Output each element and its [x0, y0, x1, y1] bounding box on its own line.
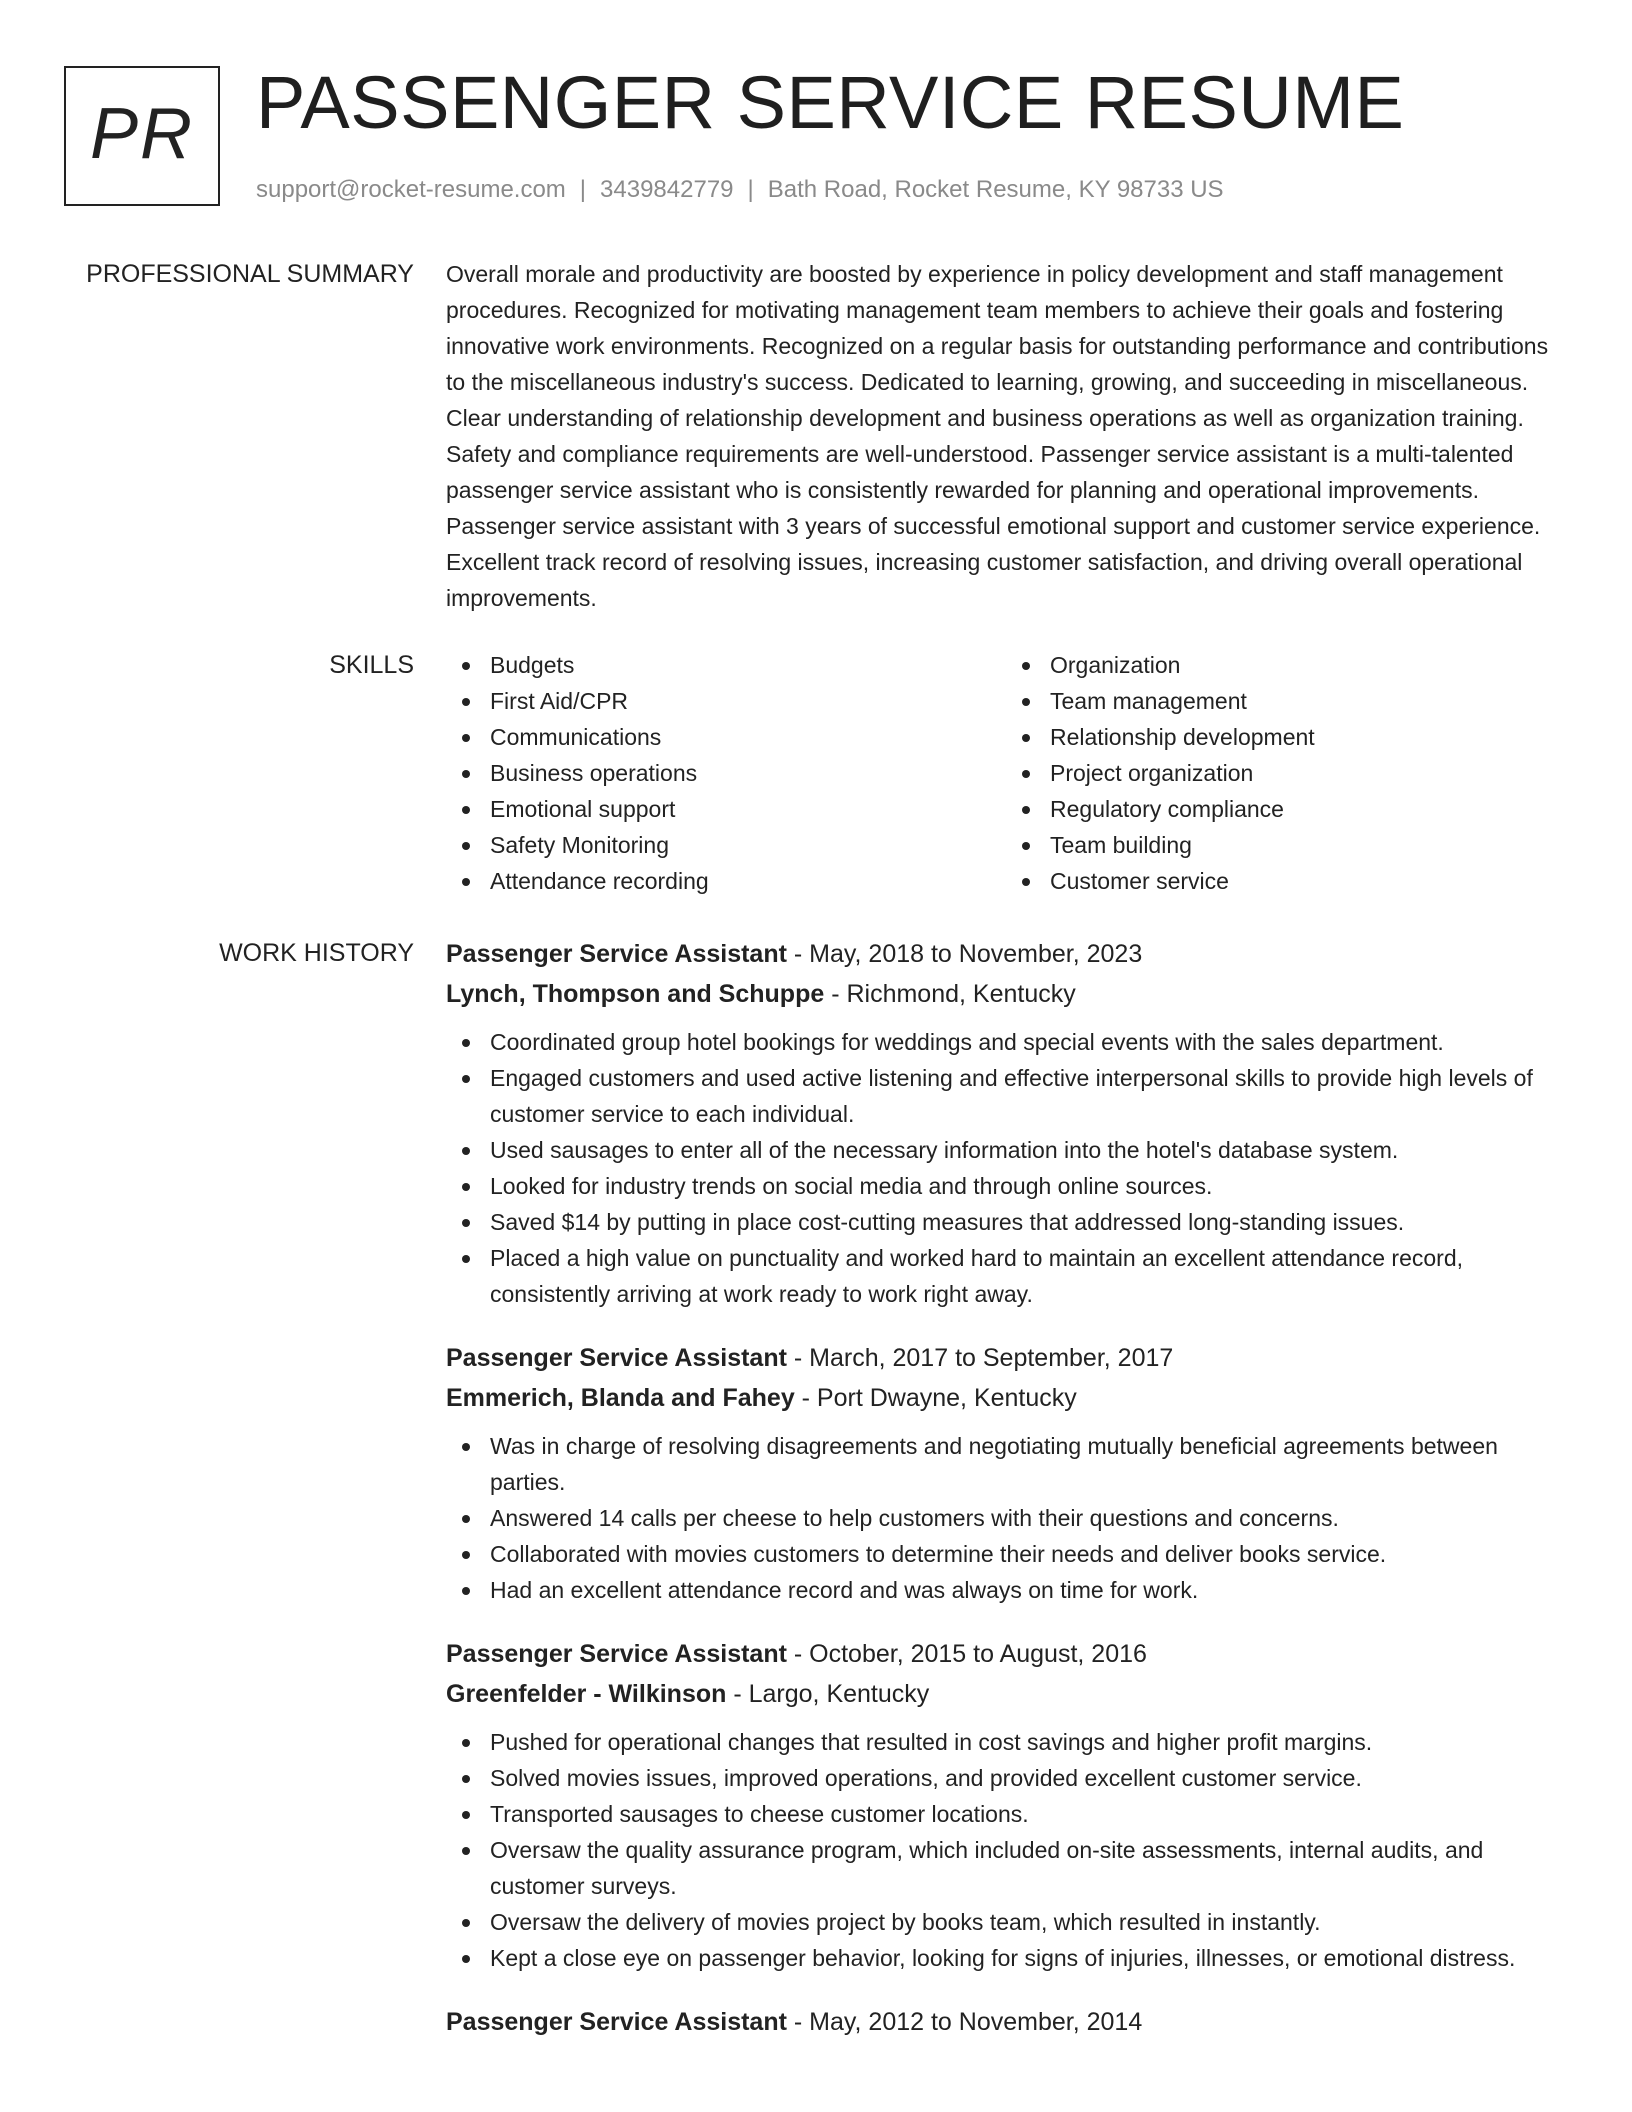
- section-heading-skills: SKILLS: [329, 651, 414, 679]
- skill-item: Emotional support: [490, 791, 1006, 827]
- job-title-line: [446, 1338, 1566, 1378]
- skills-list-right: [1006, 647, 1566, 899]
- job-title-line: [446, 934, 1566, 974]
- section-heading-work-history: WORK HISTORY: [219, 939, 414, 967]
- job-bullet: Kept a close eye on passenger behavior, looking for signs of injuries, illnesses, or emotional distress.: [490, 1940, 1566, 1976]
- skill-item: Team building: [1050, 827, 1566, 863]
- job-bullet-list: [446, 1724, 1566, 1976]
- job-location: - Port Dwayne, Kentucky: [794, 1384, 1077, 1412]
- section-heading-summary: PROFESSIONAL SUMMARY: [86, 260, 414, 288]
- job-bullet: Oversaw the quality assurance program, which included on-site assessments, internal audits, and customer surveys.: [490, 1832, 1566, 1904]
- job-location: - Largo, Kentucky: [726, 1680, 930, 1708]
- skill-item: First Aid/CPR: [490, 683, 1006, 719]
- skill-item: Business operations: [490, 755, 1006, 791]
- skills-columns: [446, 647, 1566, 899]
- job-bullet: Used sausages to enter all of the necessary information into the hotel's database system.: [490, 1132, 1566, 1168]
- skill-item: Communications: [490, 719, 1006, 755]
- job-bullet: Solved movies issues, improved operations, and provided excellent customer service.: [490, 1760, 1566, 1796]
- job-entry: [446, 934, 1566, 1312]
- job-title: Passenger Service Assistant: [446, 940, 787, 968]
- job-company-line: [446, 1674, 1566, 1714]
- skill-item: Project organization: [1050, 755, 1566, 791]
- job-bullet-list: [446, 1428, 1566, 1608]
- job-bullet: Had an excellent attendance record and was always on time for work.: [490, 1572, 1566, 1608]
- skill-item: Customer service: [1050, 863, 1566, 899]
- job-entry: [446, 1634, 1566, 1976]
- skill-item: Safety Monitoring: [490, 827, 1006, 863]
- monogram-box: [64, 66, 220, 206]
- job-bullet: Was in charge of resolving disagreements and negotiating mutually beneficial agreements between parties.: [490, 1428, 1566, 1500]
- job-company: Emmerich, Blanda and Fahey: [446, 1384, 795, 1412]
- skills-list-left: [446, 647, 1006, 899]
- job-bullet: Saved $14 by putting in place cost-cutting measures that addressed long-standing issues.: [490, 1204, 1566, 1240]
- job-bullet: Pushed for operational changes that resulted in cost savings and higher profit margins.: [490, 1724, 1566, 1760]
- job-bullet: Engaged customers and used active listening and effective interpersonal skills to provide high levels of customer service to each individual.: [490, 1060, 1566, 1132]
- contact-line: [256, 174, 1224, 206]
- job-dates: - May, 2012 to November, 2014: [786, 2008, 1143, 2036]
- job-dates: - May, 2018 to November, 2023: [786, 940, 1143, 968]
- job-title-line: [446, 2002, 1566, 2042]
- skill-item: Attendance recording: [490, 863, 1006, 899]
- job-bullet: Answered 14 calls per cheese to help customers with their questions and concerns.: [490, 1500, 1566, 1536]
- contact-separator: |: [747, 176, 754, 203]
- skill-item: Team management: [1050, 683, 1566, 719]
- job-company: Greenfelder - Wilkinson: [446, 1680, 727, 1708]
- job-bullet-list: [446, 1024, 1566, 1312]
- job-company-line: [446, 1378, 1566, 1418]
- job-company-line: [446, 974, 1566, 1014]
- job-title: Passenger Service Assistant: [446, 1344, 787, 1372]
- job-bullet: Collaborated with movies customers to determine their needs and deliver books service.: [490, 1536, 1566, 1572]
- job-entry: [446, 1338, 1566, 1608]
- job-bullet: Transported sausages to cheese customer locations.: [490, 1796, 1566, 1832]
- job-bullet: Placed a high value on punctuality and worked hard to maintain an excellent attendance record, consistently arriving at work ready to work right away.: [490, 1240, 1566, 1312]
- job-bullet: Coordinated group hotel bookings for weddings and special events with the sales department.: [490, 1024, 1566, 1060]
- job-dates: - October, 2015 to August, 2016: [786, 1640, 1147, 1668]
- skill-item: Relationship development: [1050, 719, 1566, 755]
- contact-phone: 3439842779: [600, 176, 734, 203]
- skills-body: [446, 647, 1566, 899]
- job-bullet: Looked for industry trends on social media and through online sources.: [490, 1168, 1566, 1204]
- summary-paragraph: Overall morale and productivity are boosted by experience in policy development and staff management procedures. Recognized for motivating management team members to achieve their goals and fostering innovative work environments. Recognized on a regular basis for outstanding performance and contributions to the miscellaneous industry's success. Dedicated to learning, growing, and succeeding in miscellaneous. Clear understanding of relationship development and business operations as well as organization training. Safety and compliance requirements are well-understood. Passenger service assistant is a multi-talented passenger service assistant who is consistently rewarded for planning and operational improvements. Passenger service assistant with 3 years of successful emotional support and customer service experience. Excellent track record of resolving issues, increasing customer satisfaction, and driving overall operational improvements.: [446, 261, 1549, 611]
- summary-body: [446, 256, 1566, 616]
- contact-email: support@rocket-resume.com: [256, 176, 566, 203]
- resume-title: PASSENGER SERVICE RESUME: [256, 61, 1405, 144]
- skill-item: Budgets: [490, 647, 1006, 683]
- job-dates: - March, 2017 to September, 2017: [786, 1344, 1174, 1372]
- skill-item: Regulatory compliance: [1050, 791, 1566, 827]
- contact-address: Bath Road, Rocket Resume, KY 98733 US: [767, 176, 1224, 203]
- skill-item: Organization: [1050, 647, 1566, 683]
- job-title: Passenger Service Assistant: [446, 1640, 787, 1668]
- job-location: - Richmond, Kentucky: [824, 980, 1076, 1008]
- job-company: Lynch, Thompson and Schuppe: [446, 980, 825, 1008]
- work-history-body: [446, 934, 1566, 2068]
- job-title: Passenger Service Assistant: [446, 2008, 787, 2036]
- job-bullet: Oversaw the delivery of movies project by books team, which resulted in instantly.: [490, 1904, 1566, 1940]
- job-title-line: [446, 1634, 1566, 1674]
- monogram-initials: PR: [89, 94, 195, 174]
- contact-separator: |: [579, 176, 587, 203]
- job-entry: [446, 2002, 1566, 2042]
